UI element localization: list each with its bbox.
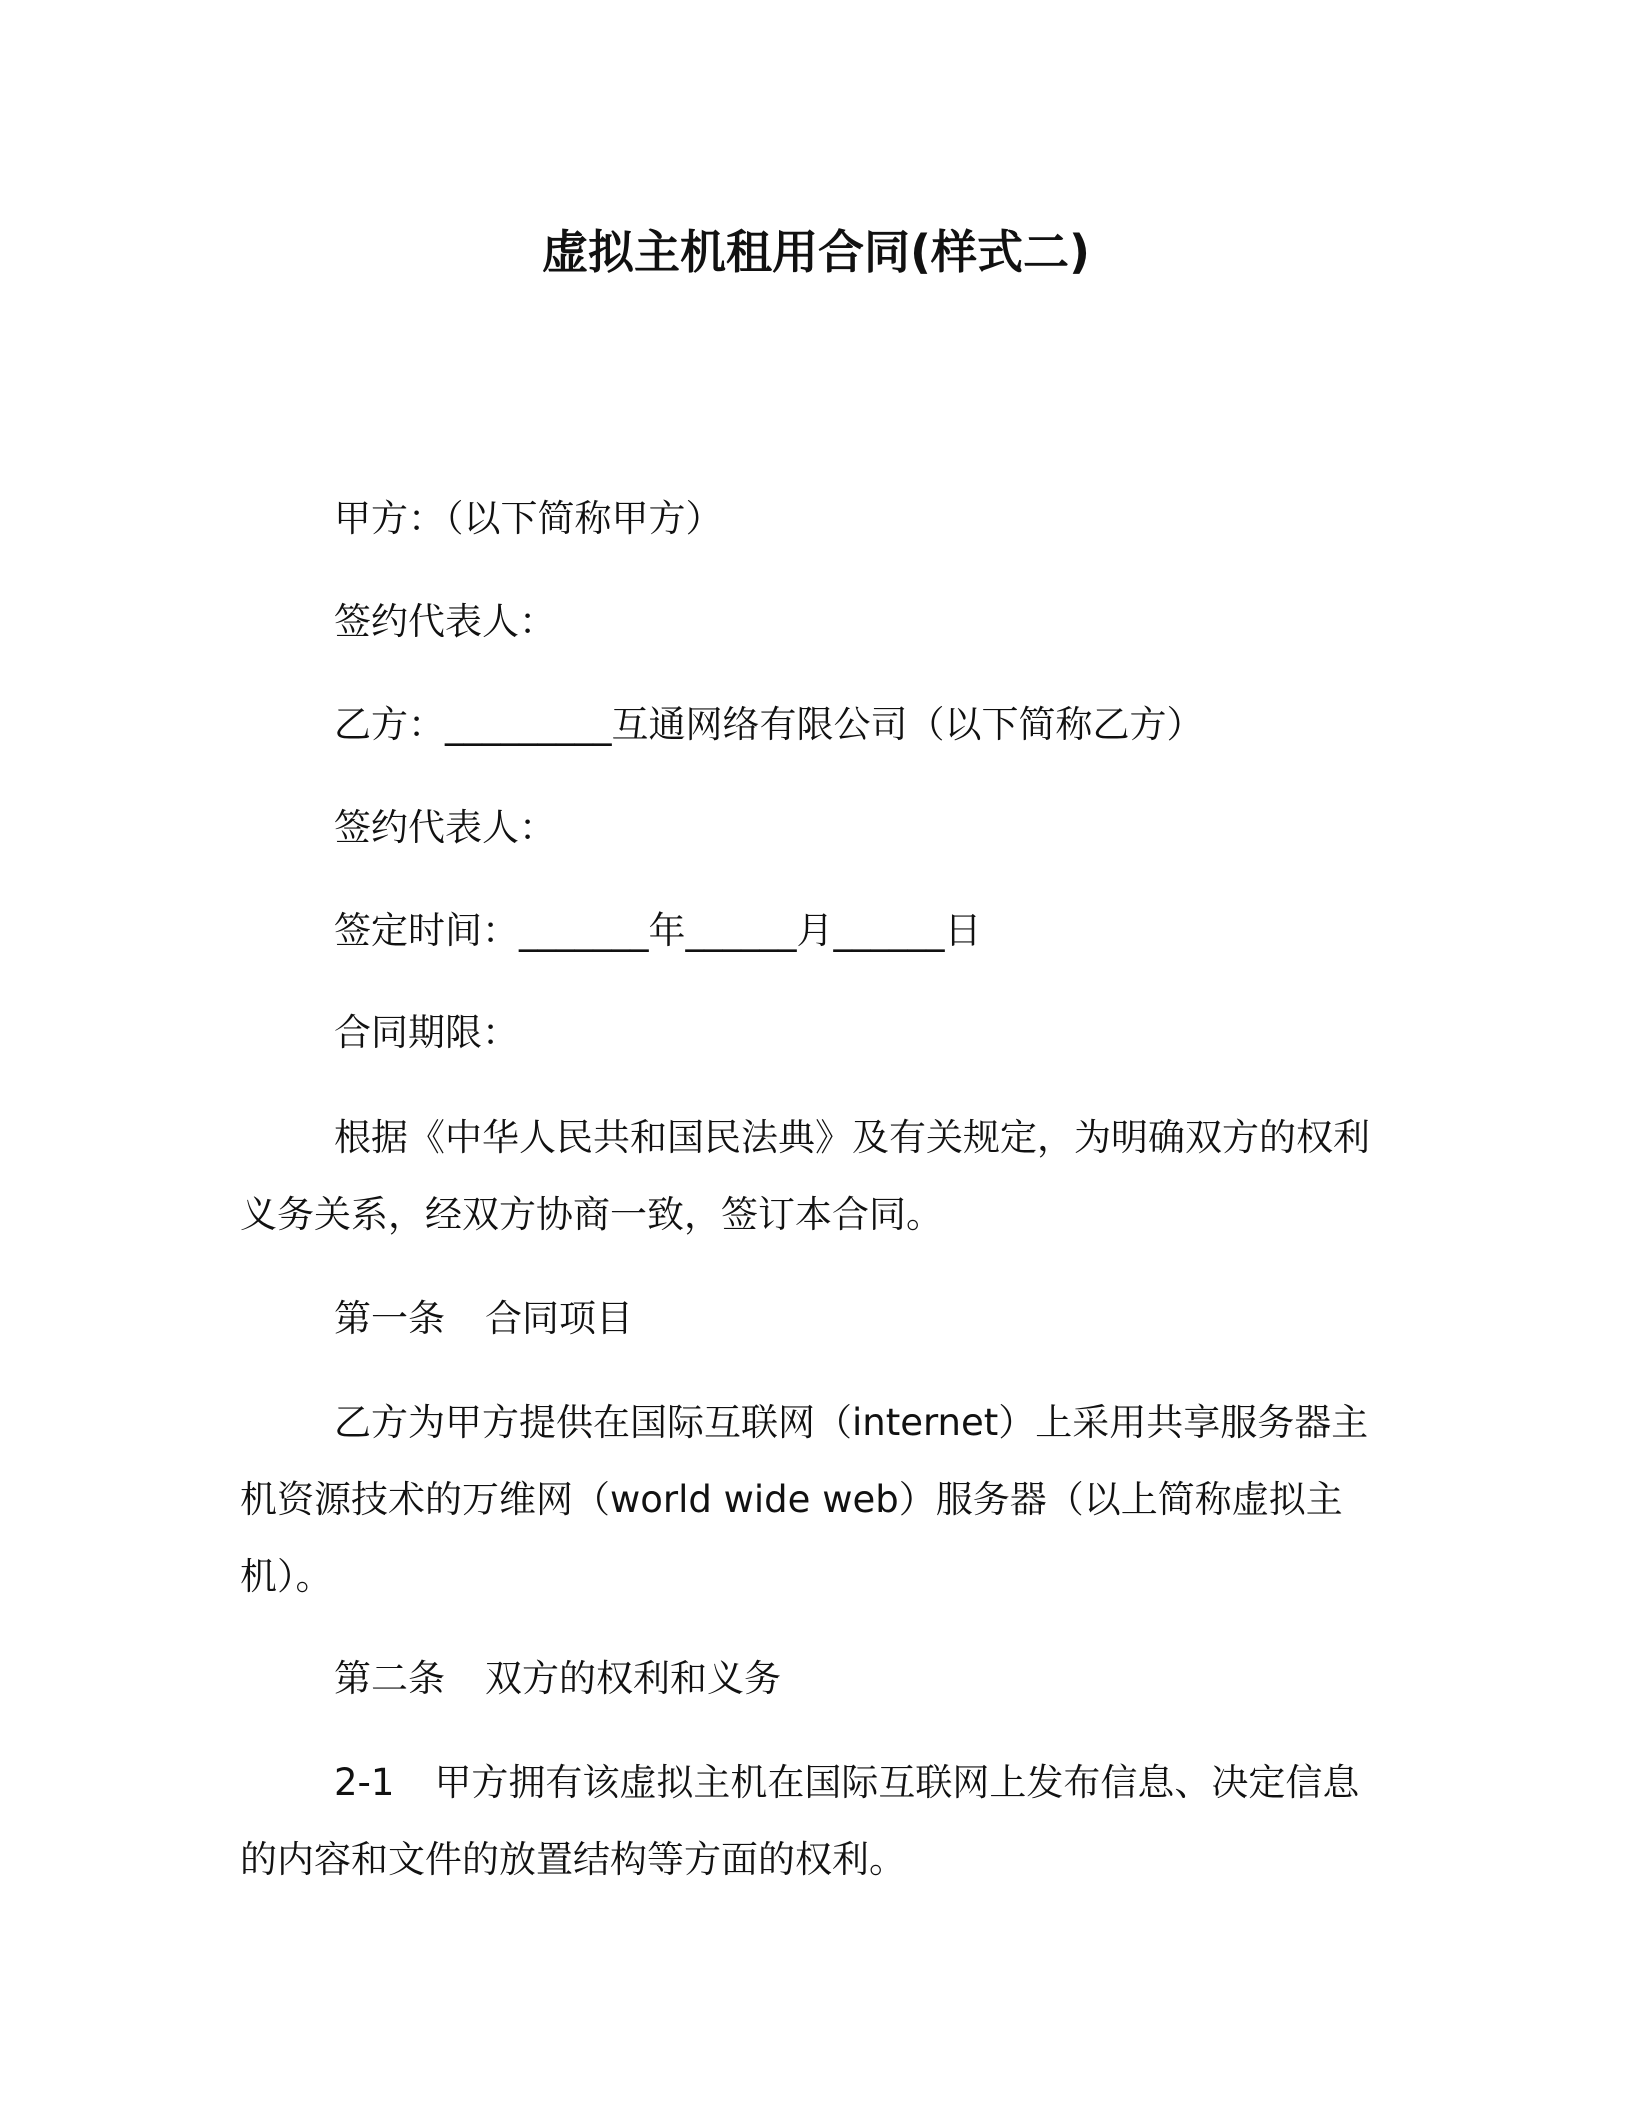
document-title: 虚拟主机租用合同(样式二) <box>541 225 1091 279</box>
article-1-line-1: 乙方为甲方提供在国际互联网（internet）上采用共享服务器主 <box>334 1401 1369 1444</box>
party-b-representative-line: 签约代表人： <box>334 806 556 849</box>
article-1-heading <box>334 1294 633 1344</box>
article-1-line-3: 机）。 <box>240 1555 333 1598</box>
article-1-title: 合同项目 <box>485 1297 633 1340</box>
clause-2-1-text: 甲方拥有该虚拟主机在国际互联网上发布信息、决定信息 <box>434 1761 1360 1804</box>
sign-date-line: 签定时间：_______年______月______日 <box>334 909 982 952</box>
article-1-line-2: 机资源技术的万维网（world wide web）服务器（以上简称虚拟主 <box>240 1478 1343 1521</box>
article-1-number: 第一条 <box>334 1297 445 1340</box>
party-b-line: 乙方：_________互通网络有限公司（以下简称乙方） <box>334 703 1204 746</box>
clause-2-1-line-2: 的内容和文件的放置结构等方面的权利。 <box>240 1838 906 1881</box>
article-2-heading <box>334 1654 781 1704</box>
preamble-line-2: 义务关系，经双方协商一致，签订本合同。 <box>240 1193 943 1236</box>
article-2-number: 第二条 <box>334 1657 445 1700</box>
contract-term-line: 合同期限： <box>334 1011 519 1054</box>
party-a-representative-line: 签约代表人： <box>334 600 556 643</box>
preamble-line-1: 根据《中华人民共和国民法典》及有关规定，为明确双方的权利 <box>334 1116 1370 1159</box>
clause-2-1-line-1 <box>334 1758 1359 1808</box>
clause-2-1-number: 2-1 <box>334 1761 395 1804</box>
party-a-line: 甲方：（以下简称甲方） <box>334 497 723 540</box>
article-2-title: 双方的权利和义务 <box>485 1657 781 1700</box>
